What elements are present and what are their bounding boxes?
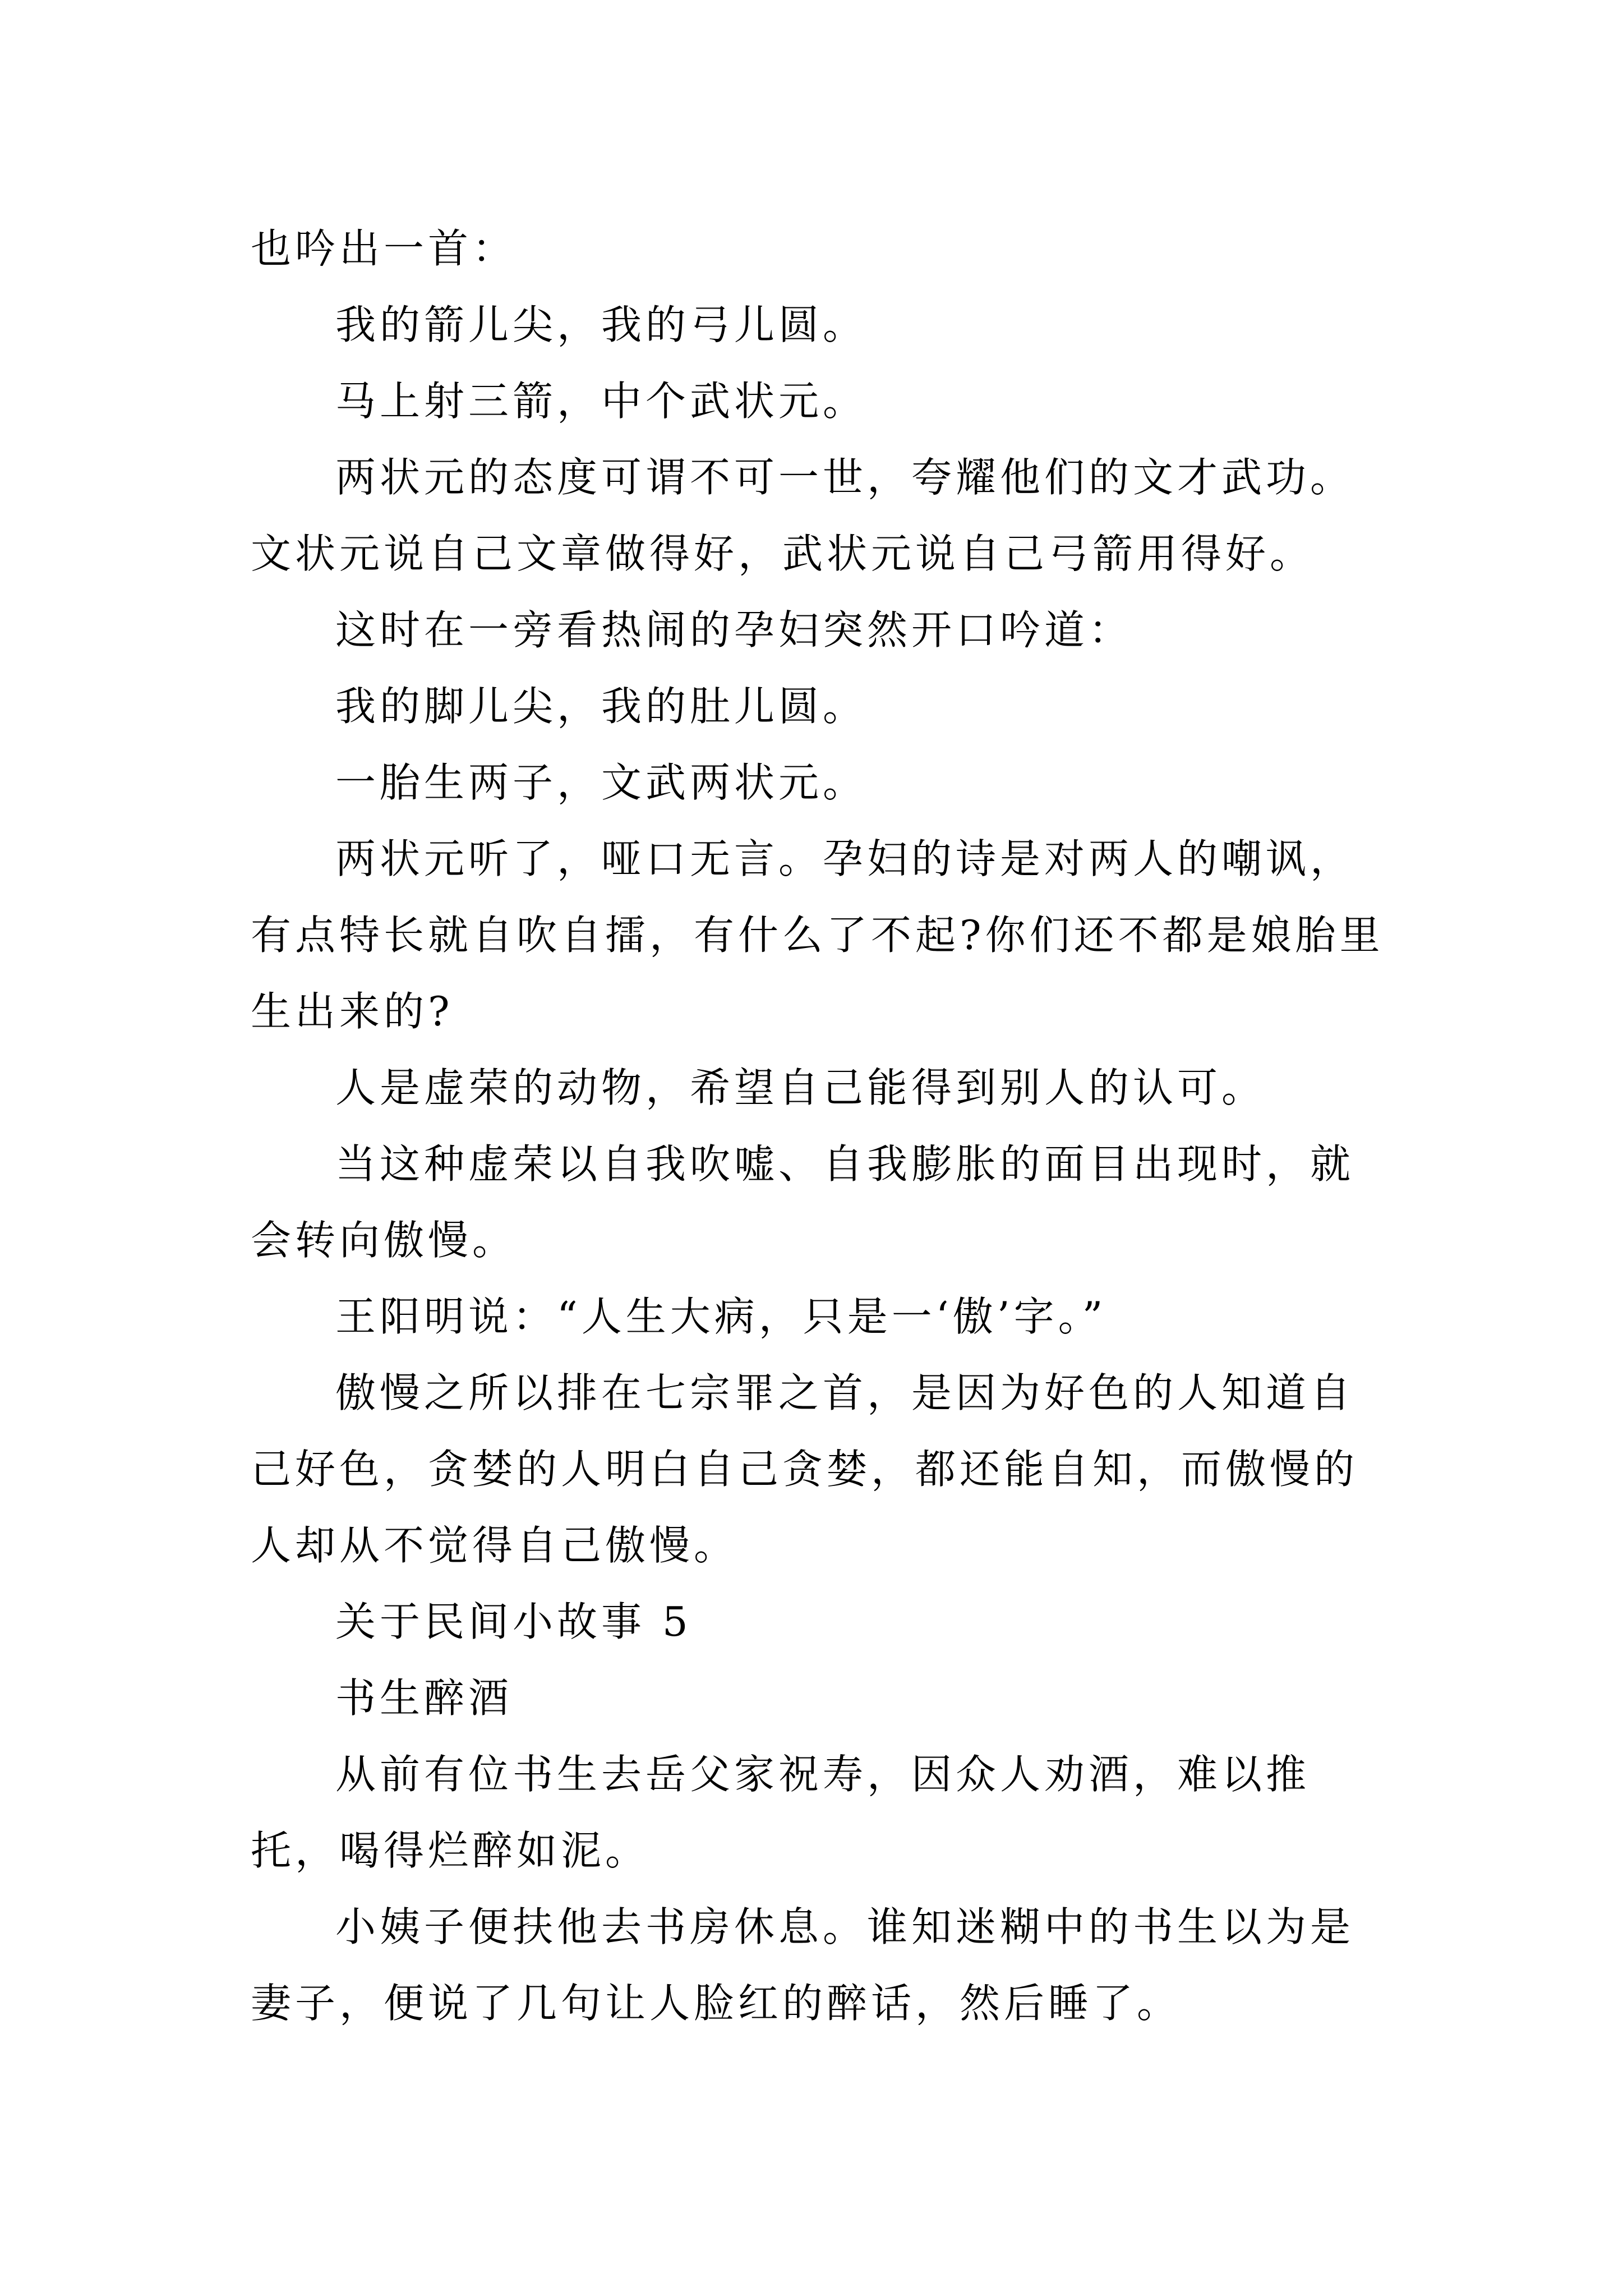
paragraph-11: 王阳明说：“人生大病，只是一‘傲’字。” bbox=[335, 1293, 1107, 1340]
paragraph-12: 傲慢之所以排在七宗罪之首，是因为好色的人知道自己好色，贪婪的人明白自己贪婪，都还能自知，而傲慢的人却从不觉得自己傲慢。 bbox=[251, 1369, 1359, 1569]
paragraph-3: 马上射三箭，中个武状元。 bbox=[335, 378, 868, 425]
section-heading: 关于民间小故事 5 bbox=[335, 1598, 692, 1645]
paragraph-2: 我的箭儿尖，我的弓儿圆。 bbox=[335, 301, 868, 348]
document-body bbox=[251, 210, 1395, 2041]
paragraph-1: 也吟出一首： bbox=[251, 225, 517, 272]
story-title: 书生醉酒 bbox=[335, 1674, 513, 1722]
paragraph-6: 我的脚儿尖，我的肚儿圆。 bbox=[335, 683, 868, 730]
paragraph-5: 这时在一旁看热闹的孕妇突然开口吟道： bbox=[335, 606, 1133, 654]
paragraph-8: 两状元听了，哑口无言。孕妇的诗是对两人的嘲讽，有点特长就自吹自擂，有什么了不起?你们还不都是娘胎里生出来的? bbox=[251, 835, 1384, 1035]
paragraph-16: 小姨子便扶他去书房休息。谁知迷糊中的书生以为是妻子，便说了几句让人脸红的醉话，然后睡了。 bbox=[251, 1903, 1355, 2027]
paragraph-7: 一胎生两子，文武两状元。 bbox=[335, 759, 868, 806]
paragraph-9: 人是虚荣的动物，希望自己能得到别人的认可。 bbox=[335, 1064, 1266, 1111]
paragraph-10: 当这种虚荣以自我吹嘘、自我膨胀的面目出现时，就会转向傲慢。 bbox=[251, 1140, 1355, 1264]
paragraph-15: 从前有位书生去岳父家祝寿，因众人劝酒，难以推托，喝得烂醉如泥。 bbox=[251, 1751, 1311, 1874]
paragraph-4: 两状元的态度可谓不可一世，夸耀他们的文才武功。文状元说自己文章做得好，武状元说自己弓箭用得好。 bbox=[251, 454, 1355, 577]
